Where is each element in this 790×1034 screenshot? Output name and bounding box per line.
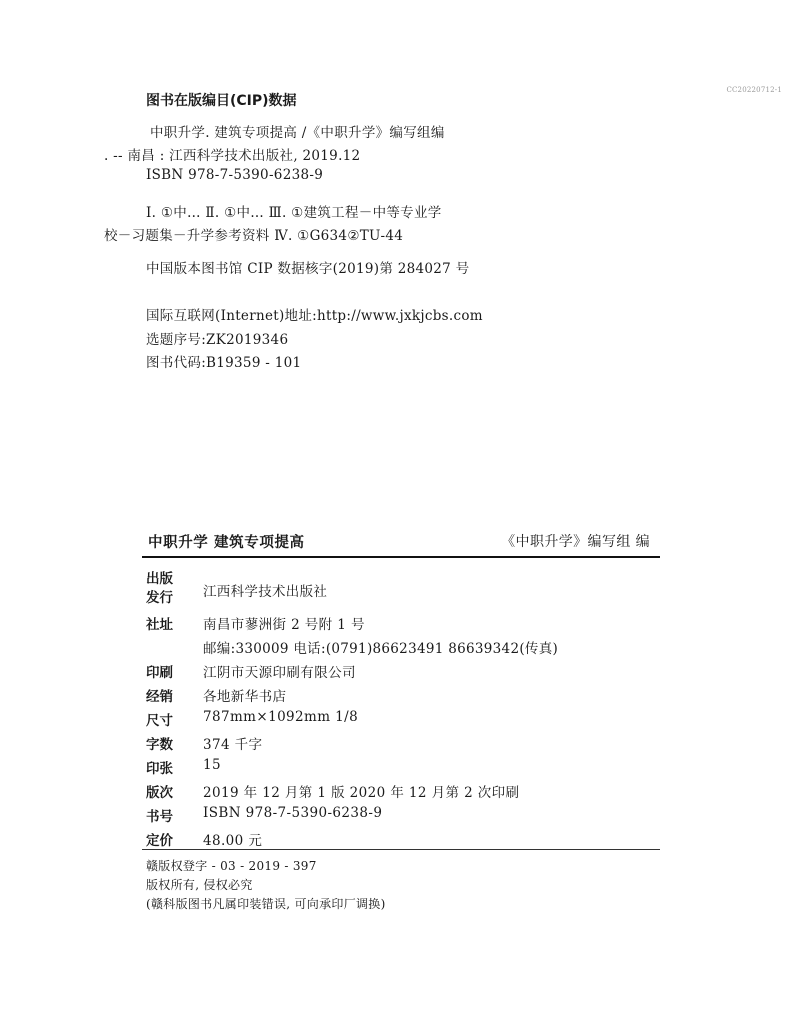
printer-label: 印刷: [146, 665, 173, 681]
isbn-row: [146, 805, 383, 825]
cip-line-classification-2: 校－习题集－升学参考资料 Ⅳ. ①G634②TU-44: [104, 228, 404, 244]
price-value: 48.00 元: [203, 833, 263, 849]
rights-reserved: 版权所有, 侵权必究: [146, 878, 253, 892]
words-value: 374 千字: [203, 737, 263, 753]
copyright-registration: 赣版权登字 - 03 - 2019 - 397: [146, 859, 317, 873]
address-label: 社址: [146, 617, 173, 633]
words-row: [146, 733, 263, 753]
cip-line-book-code: 图书代码:B19359 - 101: [146, 355, 302, 371]
cip-line-topic-number: 选题序号:ZK2019346: [146, 332, 289, 348]
price-row: [146, 829, 263, 849]
book-title: 中职升学 建筑专项提高: [148, 535, 305, 551]
cip-line-isbn: ISBN 978-7-5390-6238-9: [146, 167, 324, 183]
cip-line-website: 国际互联网(Internet)地址:http://www.jxkjcbs.com: [146, 308, 483, 324]
cip-line-title-author: 中职升学. 建筑专项提高 /《中职升学》编写组编: [150, 125, 445, 141]
printer-row: [146, 661, 356, 681]
sheets-label: 印张: [146, 761, 173, 777]
edition-label: 版次: [146, 785, 173, 801]
print-error-notice: (赣科版图书凡属印装错误, 可向承印厂调换): [146, 897, 386, 911]
publisher-label: [146, 570, 173, 608]
book-author: 《中职升学》编写组 编: [501, 534, 650, 550]
printer-value: 江阴市天源印刷有限公司: [203, 665, 356, 681]
sheets-row: [146, 757, 221, 777]
cip-line-verification: 中国版本图书馆 CIP 数据核字(2019)第 284027 号: [146, 261, 470, 277]
publisher-label-line1: 出版: [146, 571, 173, 587]
cip-title: 图书在版编目(CIP)数据: [146, 93, 297, 109]
cip-line-classification-1: Ⅰ. ①中… Ⅱ. ①中… Ⅲ. ①建筑工程－中等专业学: [146, 205, 442, 221]
size-value: 787mm×1092mm 1/8: [203, 709, 359, 725]
address-row: [146, 613, 365, 633]
price-label: 定价: [146, 833, 173, 849]
colophon-top-divider: [142, 556, 660, 558]
publisher-value: 江西科学技术出版社: [203, 584, 328, 600]
edition-row: [146, 781, 520, 801]
words-label: 字数: [146, 737, 173, 753]
edition-value: 2019 年 12 月第 1 版 2020 年 12 月第 2 次印刷: [203, 785, 520, 801]
colophon-bottom-divider: [142, 849, 660, 850]
sheets-value: 15: [203, 757, 221, 773]
distributor-label: 经销: [146, 689, 173, 705]
isbn-label: 书号: [146, 809, 173, 825]
contact-value: 邮编:330009 电话:(0791)86623491 86639342(传真): [203, 641, 559, 657]
distributor-row: [146, 685, 287, 705]
corner-code: CC20220712-1: [726, 86, 782, 94]
size-label: 尺寸: [146, 713, 173, 729]
publisher-label-line2: 发行: [146, 590, 173, 606]
cip-line-publisher: . -- 南昌 : 江西科学技术出版社, 2019.12: [104, 148, 361, 164]
size-row: [146, 709, 359, 729]
distributor-value: 各地新华书店: [203, 689, 287, 705]
isbn-value: ISBN 978-7-5390-6238-9: [203, 805, 383, 821]
address-value: 南昌市蓼洲街 2 号附 1 号: [203, 617, 365, 633]
